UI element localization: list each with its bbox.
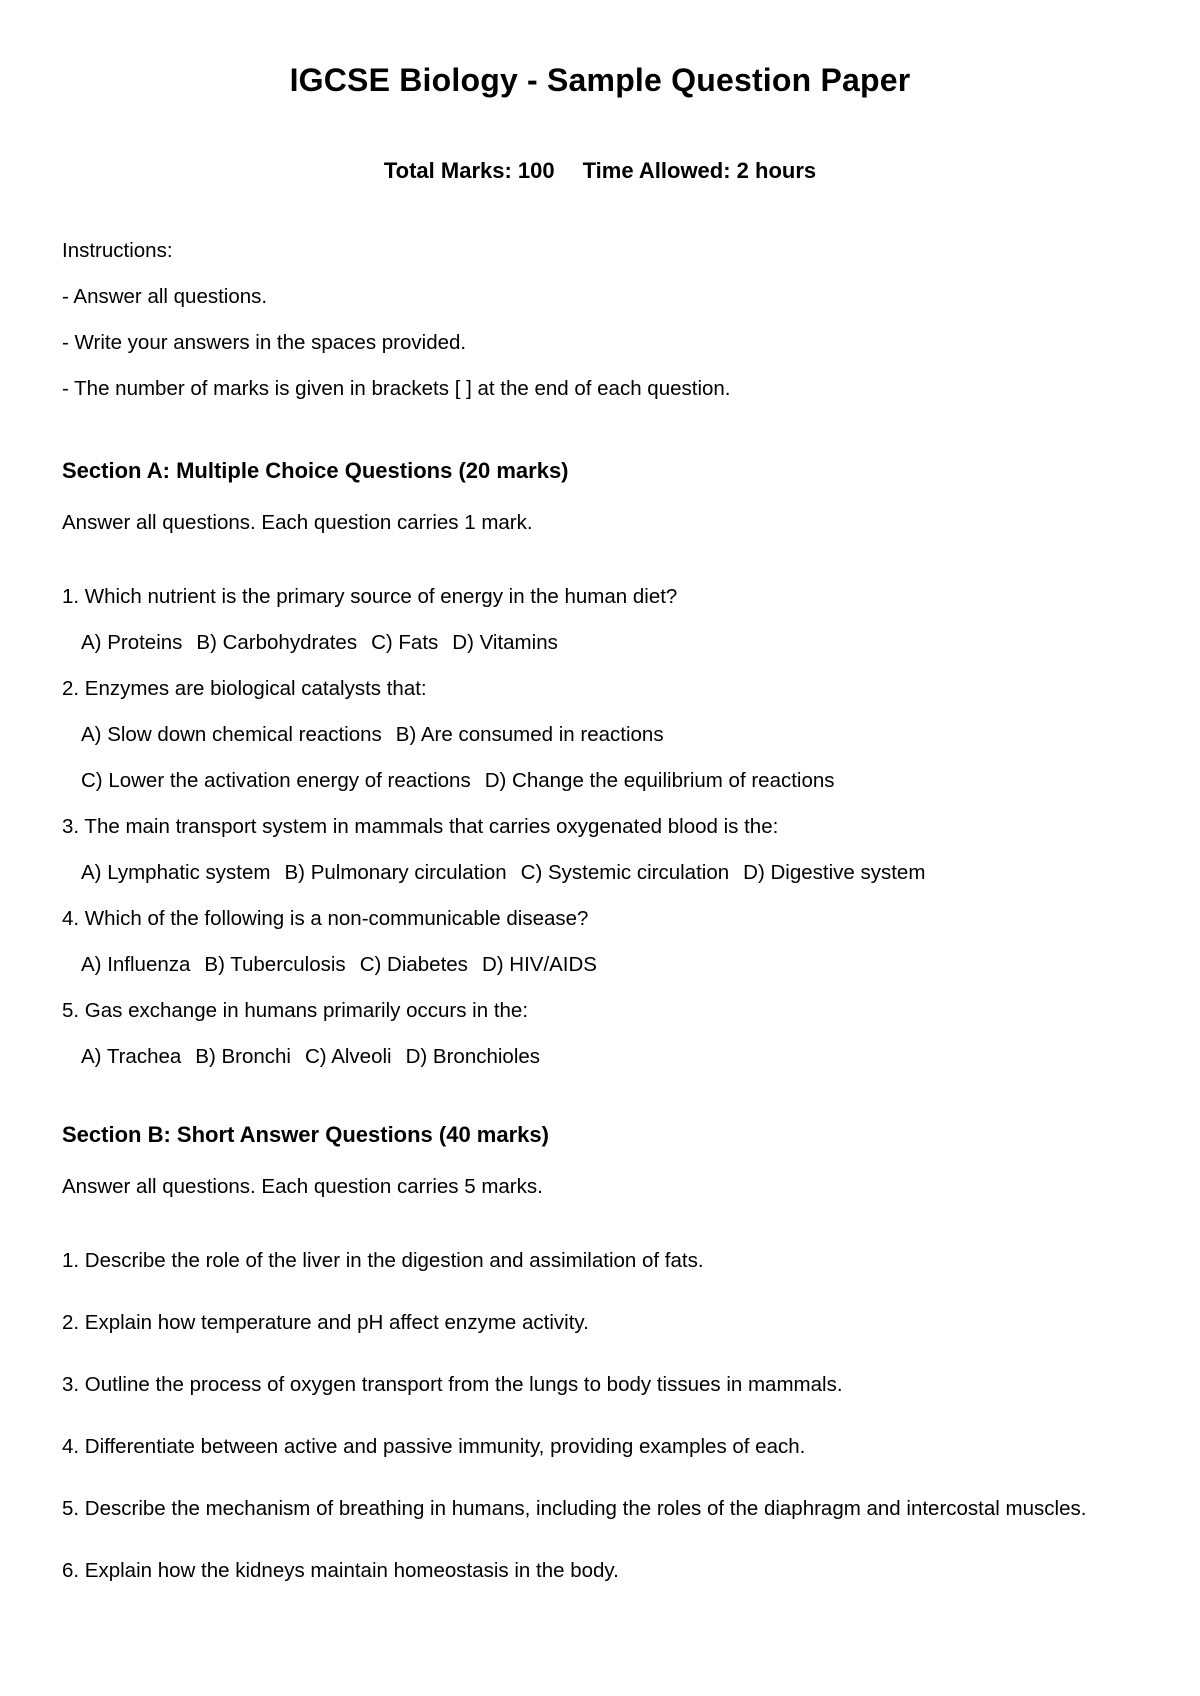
short-answer-question-1: 1. Describe the role of the liver in the digestion and assimilation of fats.: [62, 1249, 704, 1272]
mcq-options-4: [81, 952, 597, 978]
mcq-options-1: [81, 630, 558, 656]
short-answer-question-4: 4. Differentiate between active and passive immunity, providing examples of each.: [62, 1435, 806, 1458]
mcq-question-3: 3. The main transport system in mammals that carries oxygenated blood is the:: [62, 815, 779, 838]
mcq-question-1: 1. Which nutrient is the primary source of energy in the human diet?: [62, 585, 678, 608]
mcq-options-5: [81, 1044, 540, 1070]
section-b-subtitle: Answer all questions. Each question carries 5 marks.: [62, 1175, 543, 1198]
option: B) Pulmonary circulation: [284, 861, 507, 884]
short-answer-question-5: 5. Describe the mechanism of breathing in humans, including the roles of the diaphragm and intercostal muscles.: [62, 1497, 1087, 1520]
short-answer-question-2: 2. Explain how temperature and pH affect enzyme activity.: [62, 1311, 589, 1334]
page-title: IGCSE Biology - Sample Question Paper: [289, 62, 911, 98]
section-b-heading: Section B: Short Answer Questions (40 marks): [62, 1122, 549, 1147]
option: A) Lymphatic system: [81, 861, 271, 884]
total-marks: Total Marks: 100: [383, 158, 555, 183]
option: C) Systemic circulation: [520, 861, 730, 884]
section-a-subtitle: Answer all questions. Each question carries 1 mark.: [62, 511, 533, 534]
mcq-options-2b: [81, 768, 835, 794]
mcq-question-4: 4. Which of the following is a non-communicable disease?: [62, 907, 589, 930]
option: C) Lower the activation energy of reactions: [81, 769, 471, 792]
mcq-question-5: 5. Gas exchange in humans primarily occurs in the:: [62, 999, 529, 1022]
short-answer-question-6: 6. Explain how the kidneys maintain homeostasis in the body.: [62, 1559, 619, 1582]
option: A) Proteins: [81, 631, 183, 654]
option: B) Carbohydrates: [196, 631, 358, 654]
paper-meta: [0, 158, 1200, 184]
option: C) Diabetes: [359, 953, 468, 976]
section-a-heading: Section A: Multiple Choice Questions (20 marks): [62, 458, 569, 483]
instruction-item: - Write your answers in the spaces provided.: [62, 331, 467, 354]
option: D) Vitamins: [452, 631, 558, 654]
option: C) Alveoli: [305, 1045, 392, 1068]
option: D) HIV/AIDS: [481, 953, 597, 976]
time-allowed: Time Allowed: 2 hours: [582, 158, 817, 183]
option: D) Bronchioles: [405, 1045, 541, 1068]
mcq-options-3: [81, 860, 925, 886]
mcq-options-2a: [81, 722, 664, 748]
option: A) Influenza: [81, 953, 191, 976]
instruction-item: - Answer all questions.: [62, 285, 268, 308]
option: D) Digestive system: [743, 861, 926, 884]
option: B) Bronchi: [195, 1045, 291, 1068]
option: B) Tuberculosis: [204, 953, 346, 976]
option: A) Slow down chemical reactions: [81, 723, 382, 746]
instructions-heading: Instructions:: [62, 239, 173, 262]
short-answer-question-3: 3. Outline the process of oxygen transport from the lungs to body tissues in mammals.: [62, 1373, 843, 1396]
instruction-item: - The number of marks is given in brackets [ ] at the end of each question.: [62, 377, 731, 400]
option: C) Fats: [371, 631, 439, 654]
option: D) Change the equilibrium of reactions: [484, 769, 835, 792]
option: B) Are consumed in reactions: [395, 723, 664, 746]
option: A) Trachea: [81, 1045, 182, 1068]
mcq-question-2: 2. Enzymes are biological catalysts that:: [62, 677, 427, 700]
